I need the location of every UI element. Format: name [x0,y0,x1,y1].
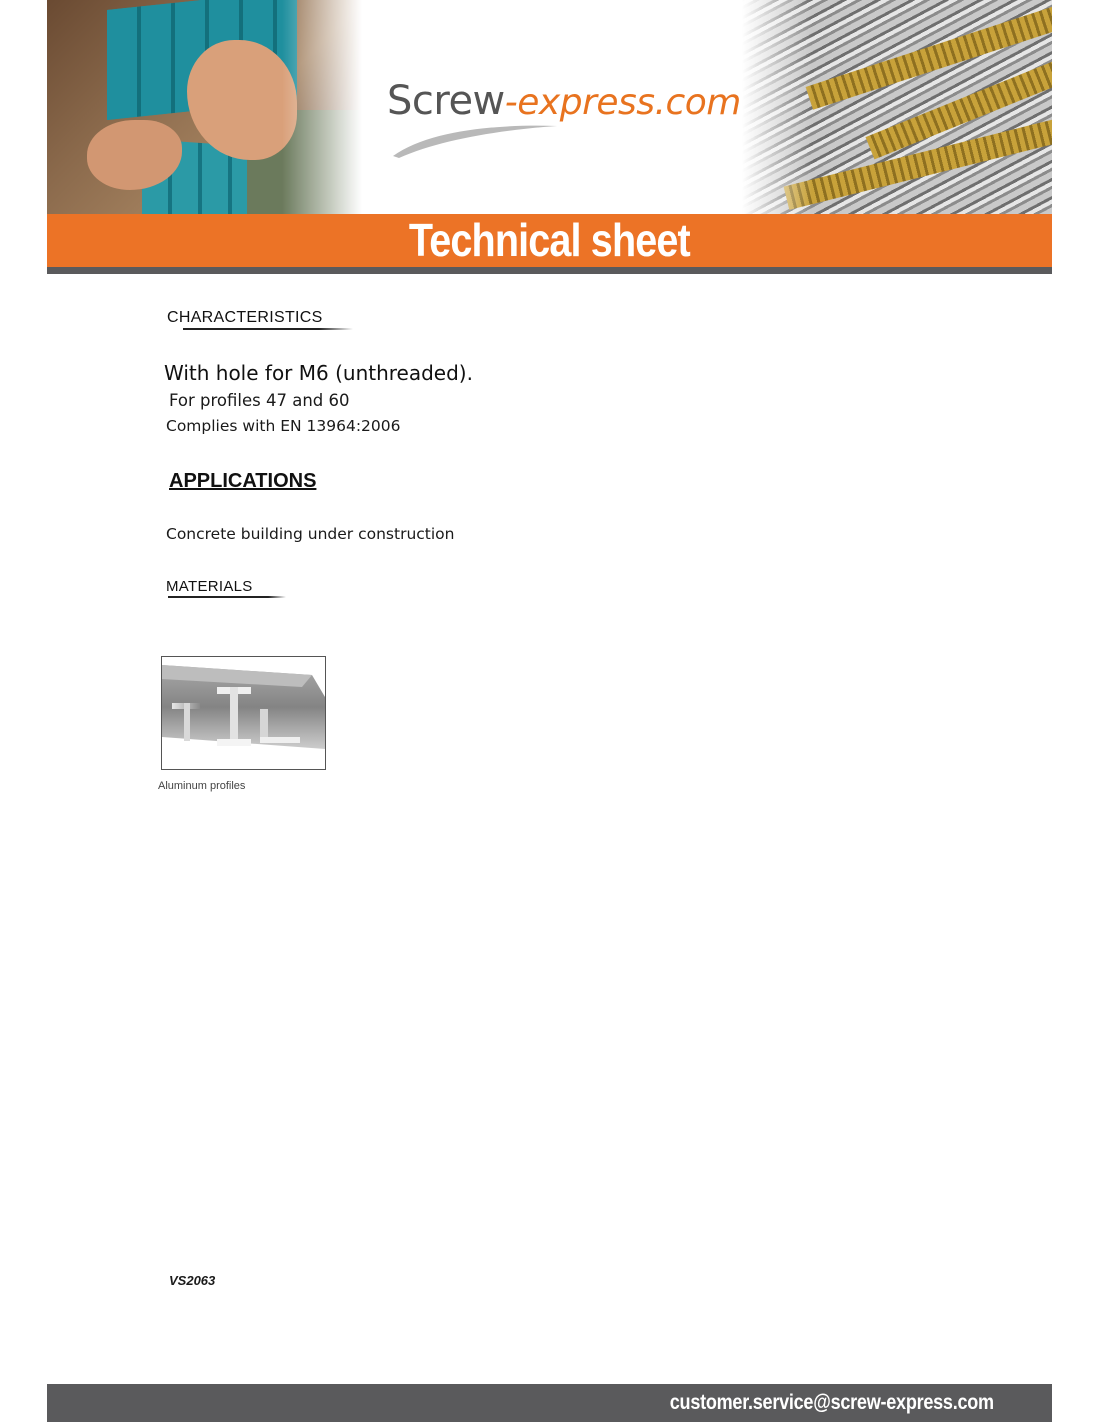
characteristics-heading: CHARACTERISTICS [167,309,323,326]
product-reference: VS2063 [169,1273,216,1288]
logo-swoosh-icon [389,120,559,160]
materials-heading: MATERIALS [166,578,253,595]
characteristic-profiles: For profiles 47 and 60 [169,391,350,410]
footer [47,1384,1052,1422]
application-item: Concrete building under construction [166,525,455,543]
brand-logo[interactable] [387,78,741,124]
material-card [161,656,326,770]
applications-heading: APPLICATIONS [169,470,317,492]
tools-photo [47,0,362,214]
logo-brand-text: Screw [387,78,505,124]
material-caption: Aluminum profiles [158,780,246,792]
title-banner [47,214,1052,267]
header [47,0,1052,274]
screws-photo [742,0,1052,214]
materials-underline [168,596,286,598]
contact-email-link[interactable]: customer.service@screw-express.com [669,1391,994,1414]
page-title: Technical sheet [408,214,690,266]
logo-domain-text: -express.com [504,82,741,123]
characteristic-standard: Complies with EN 13964:2006 [166,417,401,435]
aluminum-profiles-icon [162,657,325,769]
banner-divider [47,267,1052,274]
characteristics-underline [183,328,353,330]
characteristic-main: With hole for M6 (unthreaded). [164,361,473,385]
